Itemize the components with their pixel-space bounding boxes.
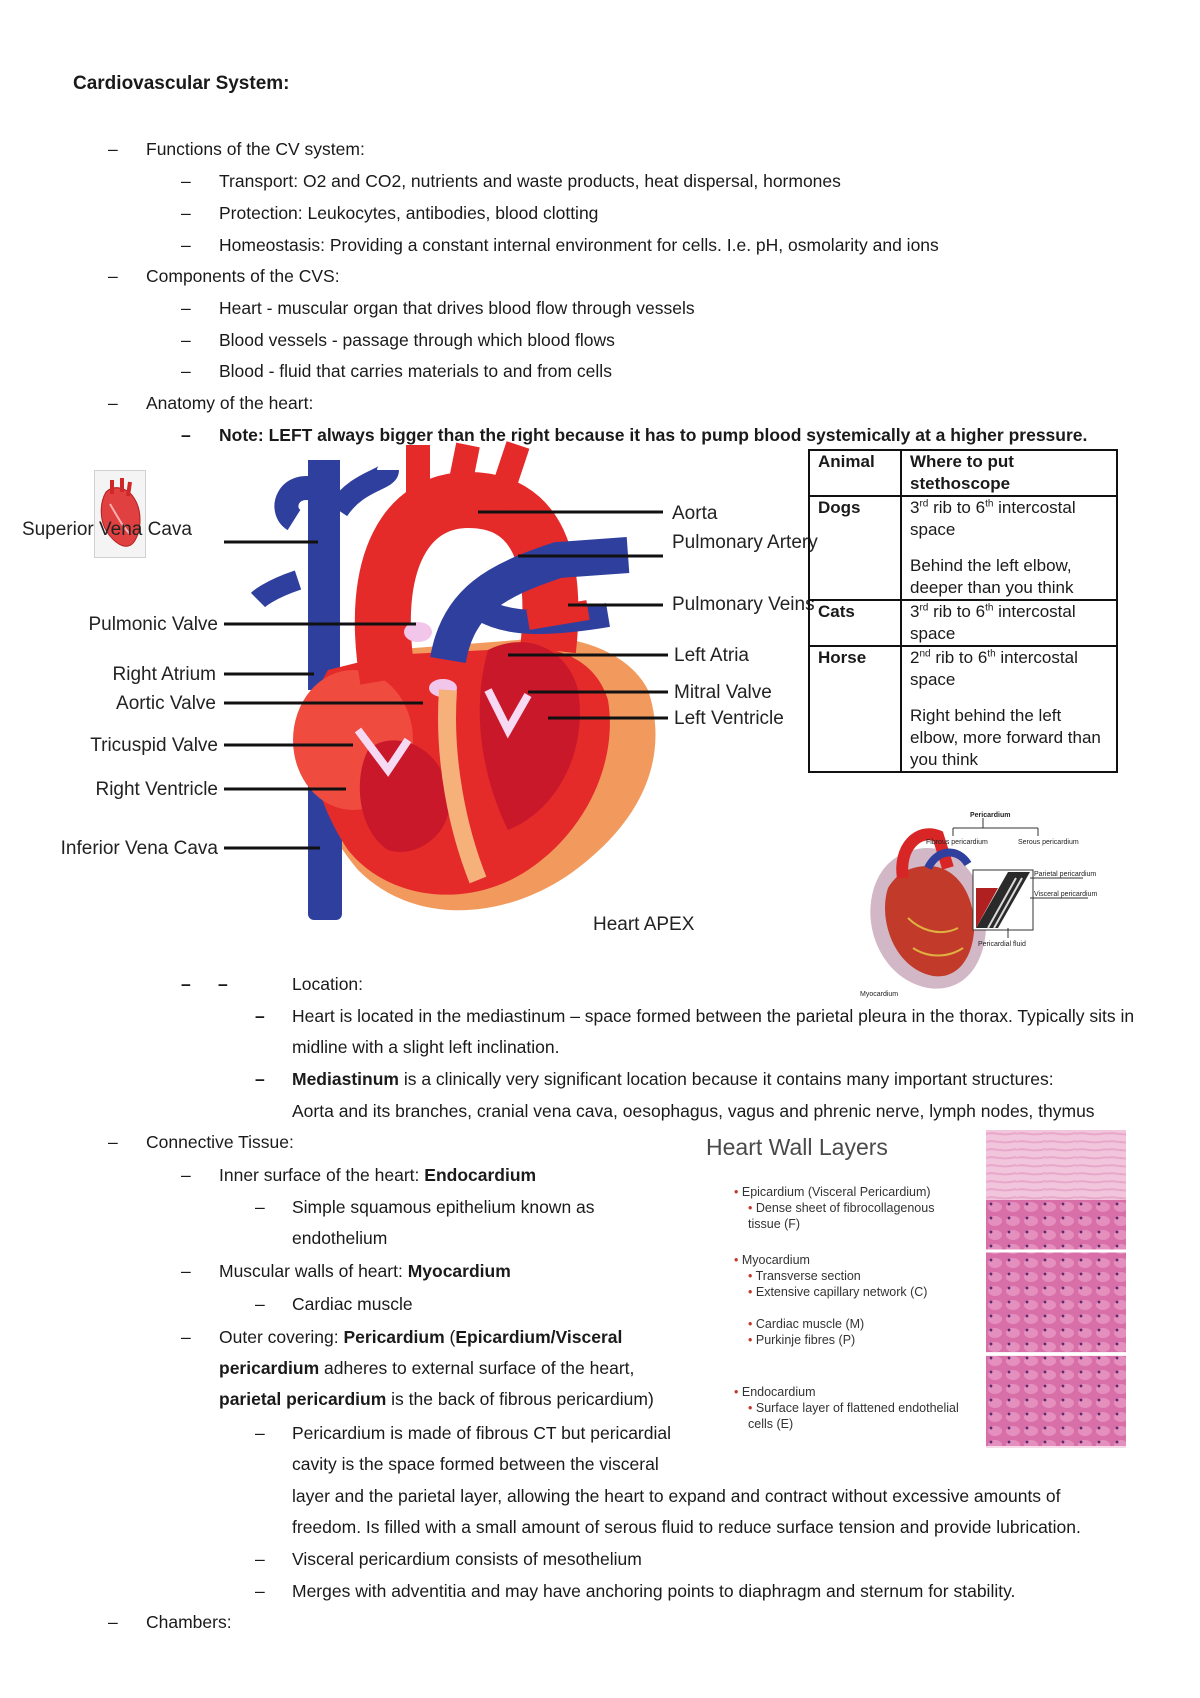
rib-tail: intercostal space <box>910 498 1076 539</box>
anatomy-heading: Anatomy of the heart: <box>146 393 314 413</box>
pericardium-term: Pericardium <box>343 1327 445 1347</box>
legend-sub <box>734 1316 964 1332</box>
label-pericardial-fluid: Pericardial fluid <box>978 941 1026 948</box>
pericardium-diagram <box>858 808 1108 998</box>
table-header-row <box>809 450 1117 496</box>
animal-cell: Cats <box>809 600 901 646</box>
rib-number: 2 <box>910 648 920 667</box>
legend-sub <box>734 1400 964 1432</box>
dash: – <box>255 1294 265 1314</box>
placement-cell <box>901 496 1117 600</box>
legend-head: Myocardium <box>741 1253 810 1267</box>
label-mitral-valve: Mitral Valve <box>674 682 772 703</box>
animal-cell: Dogs <box>809 496 901 600</box>
heart-anatomy-diagram <box>21 450 818 950</box>
table-row <box>809 600 1117 646</box>
legend-sub-text: Dense sheet of fibrocollagenous tissue (F) <box>748 1201 935 1231</box>
endocardium-term: Endocardium <box>424 1165 537 1185</box>
bullet-icon: • <box>748 1317 756 1331</box>
location-item-line2: Aorta and its branches, cranial vena cava, oesophagus, vagus and phrenic nerve, lymph nodes, thymus <box>292 1101 1095 1121</box>
legend-sub <box>734 1284 964 1300</box>
label-parietal-pericardium: Parietal pericardium <box>1034 871 1097 878</box>
ordinal-suffix: th <box>985 602 994 614</box>
bullet-icon: • <box>748 1269 756 1283</box>
components-heading: Components of the CVS: <box>146 266 340 286</box>
dash: – <box>255 1069 265 1089</box>
ordinal-suffix: rd <box>919 602 929 614</box>
dash: – <box>181 1261 191 1281</box>
epicardium-term: Epicardium/Visceral pericardium <box>219 1327 623 1378</box>
legend-head: Endocardium <box>741 1385 816 1399</box>
rib-text: rib to 6 <box>930 648 988 667</box>
functions-heading: Functions of the CV system: <box>146 139 365 159</box>
dash: – <box>181 361 191 381</box>
pericardium-detail: Visceral pericardium consists of mesothelium <box>292 1549 642 1569</box>
connective-heading: Connective Tissue: <box>146 1132 294 1152</box>
functions-item: Transport: O2 and CO2, nutrients and waste products, heat dispersal, hormones <box>219 171 841 191</box>
paren: ( <box>444 1327 456 1347</box>
dash: – <box>108 139 118 159</box>
pericardium-detail: Merges with adventitia and may have anchoring points to diaphragm and sternum for stability. <box>292 1581 1016 1601</box>
location-item: Heart is located in the mediastinum – space formed between the parietal pleura in the thorax. Typically sits in midline with a slight left inclination. <box>292 1006 1135 1057</box>
dash: – <box>181 1327 191 1347</box>
dash: – <box>255 1423 265 1443</box>
label-pulmonary-artery: Pulmonary Artery <box>672 532 818 553</box>
wall-layers-legend <box>734 1184 964 1432</box>
legend-group <box>734 1184 964 1200</box>
label-aortic-valve: Aortic Valve <box>116 693 216 714</box>
legend-sub <box>734 1200 964 1232</box>
dash: – <box>108 393 118 413</box>
inner-prefix: Inner surface of the heart: <box>219 1165 425 1185</box>
label-serous-pericardium: Serous pericardium <box>1018 839 1079 846</box>
functions-item: Protection: Leukocytes, antibodies, blood clotting <box>219 203 599 223</box>
wall-layers-title: Heart Wall Layers <box>706 1134 888 1160</box>
header-animal: Animal <box>809 450 901 496</box>
anatomy-note: Note: LEFT always bigger than the right because it has to pump blood systemically at a higher pressure. <box>219 425 1088 445</box>
label-right-atrium: Right Atrium <box>112 664 216 685</box>
dash: – <box>108 1132 118 1152</box>
rib-tail: intercostal space <box>910 648 1078 689</box>
pericardium-detail-line: Pericardium is made of fibrous CT but pericardial <box>292 1423 672 1443</box>
legend-sub <box>734 1268 964 1284</box>
ordinal-suffix: nd <box>919 648 931 660</box>
label-myocardium: Myocardium <box>860 991 899 998</box>
components-item: Heart - muscular organ that drives blood flow through vessels <box>219 298 695 318</box>
mediastinum-term: Mediastinum <box>292 1069 399 1089</box>
rib-text: rib to 6 <box>928 602 986 621</box>
legend-sub-text: Surface layer of flattened endothelial cells (E) <box>748 1401 959 1431</box>
heart-wall-layers-figure <box>702 1130 1132 1450</box>
animal-cell: Horse <box>809 646 901 772</box>
placement-cell <box>901 600 1117 646</box>
label-pulmonary-veins: Pulmonary Veins <box>672 594 815 615</box>
page-title: Cardiovascular System: <box>73 73 290 94</box>
outer-covering-item <box>219 1322 669 1415</box>
label-right-ventricle: Right Ventricle <box>95 779 218 800</box>
bullet-icon: • <box>748 1333 756 1347</box>
pericardium-detail-line: layer and the parietal layer, allowing the heart to expand and contract without excessive amounts of <box>292 1486 1061 1506</box>
ordinal-suffix: th <box>987 648 996 660</box>
rib-number: 3 <box>910 498 920 517</box>
table-row <box>809 646 1117 772</box>
pericardium-detail-line: freedom. Is filled with a small amount of serous fluid to reduce surface tension and provide lubrication. <box>292 1517 1081 1537</box>
bullet-icon: • <box>748 1201 756 1215</box>
myocardium-detail: Cardiac muscle <box>292 1294 413 1314</box>
dash: – <box>218 974 228 994</box>
rib-text: rib to 6 <box>928 498 986 517</box>
bullet-icon: • <box>748 1285 756 1299</box>
dash: – <box>181 298 191 318</box>
dash: – <box>255 1006 265 1026</box>
pericardium-title: Pericardium <box>970 812 1011 819</box>
myocardium-term: Myocardium <box>407 1261 511 1281</box>
table-row <box>809 496 1117 600</box>
legend-head: Epicardium (Visceral Pericardium) <box>741 1185 931 1199</box>
rib-tail: intercostal space <box>910 602 1076 643</box>
stethoscope-table <box>808 449 1118 773</box>
dash: – <box>108 1612 118 1632</box>
legend-group <box>734 1252 964 1268</box>
label-superior-vena-cava <box>22 519 192 540</box>
muscular-prefix: Muscular walls of heart: <box>219 1261 408 1281</box>
label-text: Superior Vena Cava <box>21 519 192 540</box>
pericardium-detail-line: cavity is the space formed between the visceral <box>292 1454 659 1474</box>
label-heart-apex: Heart APEX <box>593 914 695 935</box>
components-item: Blood vessels - passage through which blood flows <box>219 330 615 350</box>
dash: – <box>181 203 191 223</box>
inner-surface-item <box>219 1164 536 1186</box>
ordinal-suffix: rd <box>919 498 929 510</box>
legend-group <box>734 1384 964 1400</box>
label-tricuspid-valve: Tricuspid Valve <box>90 735 218 756</box>
dash: – <box>108 266 118 286</box>
bullet-icon: • <box>748 1401 756 1415</box>
legend-sub <box>734 1332 964 1348</box>
dash: – <box>181 171 191 191</box>
label-pulmonic-valve: Pulmonic Valve <box>88 614 218 635</box>
placement-note: Behind the left elbow, deeper than you think <box>910 556 1074 597</box>
dash: – <box>255 1197 265 1217</box>
dash: – <box>181 235 191 255</box>
label-inferior-vena-cava: Inferior Vena Cava <box>60 838 218 859</box>
ordinal-suffix: th <box>985 498 994 510</box>
dash: – <box>181 425 191 445</box>
dash: – <box>255 1581 265 1601</box>
parietal-term: parietal pericardium <box>219 1389 387 1409</box>
dash: – <box>181 330 191 350</box>
location-item <box>292 1068 1054 1090</box>
label-visceral-pericardium: Visceral pericardium <box>1034 891 1098 898</box>
outer-end: is the back of fibrous pericardium) <box>386 1389 654 1409</box>
label-aorta: Aorta <box>672 503 718 524</box>
bullet-icon: • <box>734 1385 742 1399</box>
components-item: Blood - fluid that carries materials to and from cells <box>219 361 612 381</box>
location-heading: Location: <box>292 974 364 994</box>
endocardium-detail: Simple squamous epithelium known as endothelium <box>292 1197 595 1248</box>
dash: – <box>181 974 191 994</box>
legend-sub-text: Purkinje fibres (P) <box>755 1333 856 1347</box>
dash: – <box>181 1165 191 1185</box>
label-left-atria: Left Atria <box>674 645 749 666</box>
bullet-icon: • <box>734 1185 742 1199</box>
legend-sub-text: Transverse section <box>755 1269 861 1283</box>
mediastinum-text: is a clinically very significant location because it contains many important structures: <box>398 1069 1054 1089</box>
placement-cell <box>901 646 1117 772</box>
legend-sub-text: Extensive capillary network (C) <box>755 1285 928 1299</box>
legend-sub-text: Cardiac muscle (M) <box>755 1317 865 1331</box>
label-left-ventricle: Left Ventricle <box>674 708 784 729</box>
muscular-item <box>219 1260 511 1282</box>
histology-micrograph <box>986 1130 1126 1448</box>
rib-number: 3 <box>910 602 920 621</box>
functions-item: Homeostasis: Providing a constant internal environment for cells. I.e. pH, osmolarity and ions <box>219 235 939 255</box>
label-fibrous-pericardium: Fibrous pericardium <box>926 839 988 846</box>
placement-note: Right behind the left elbow, more forward than you think <box>910 706 1101 769</box>
bullet-icon: • <box>734 1253 742 1267</box>
outer-prefix: Outer covering: <box>219 1327 344 1347</box>
header-where: Where to put stethoscope <box>901 450 1117 496</box>
dash: – <box>255 1549 265 1569</box>
chambers-heading: Chambers: <box>146 1612 232 1632</box>
outer-mid: adheres to external surface of the heart, <box>319 1358 635 1378</box>
